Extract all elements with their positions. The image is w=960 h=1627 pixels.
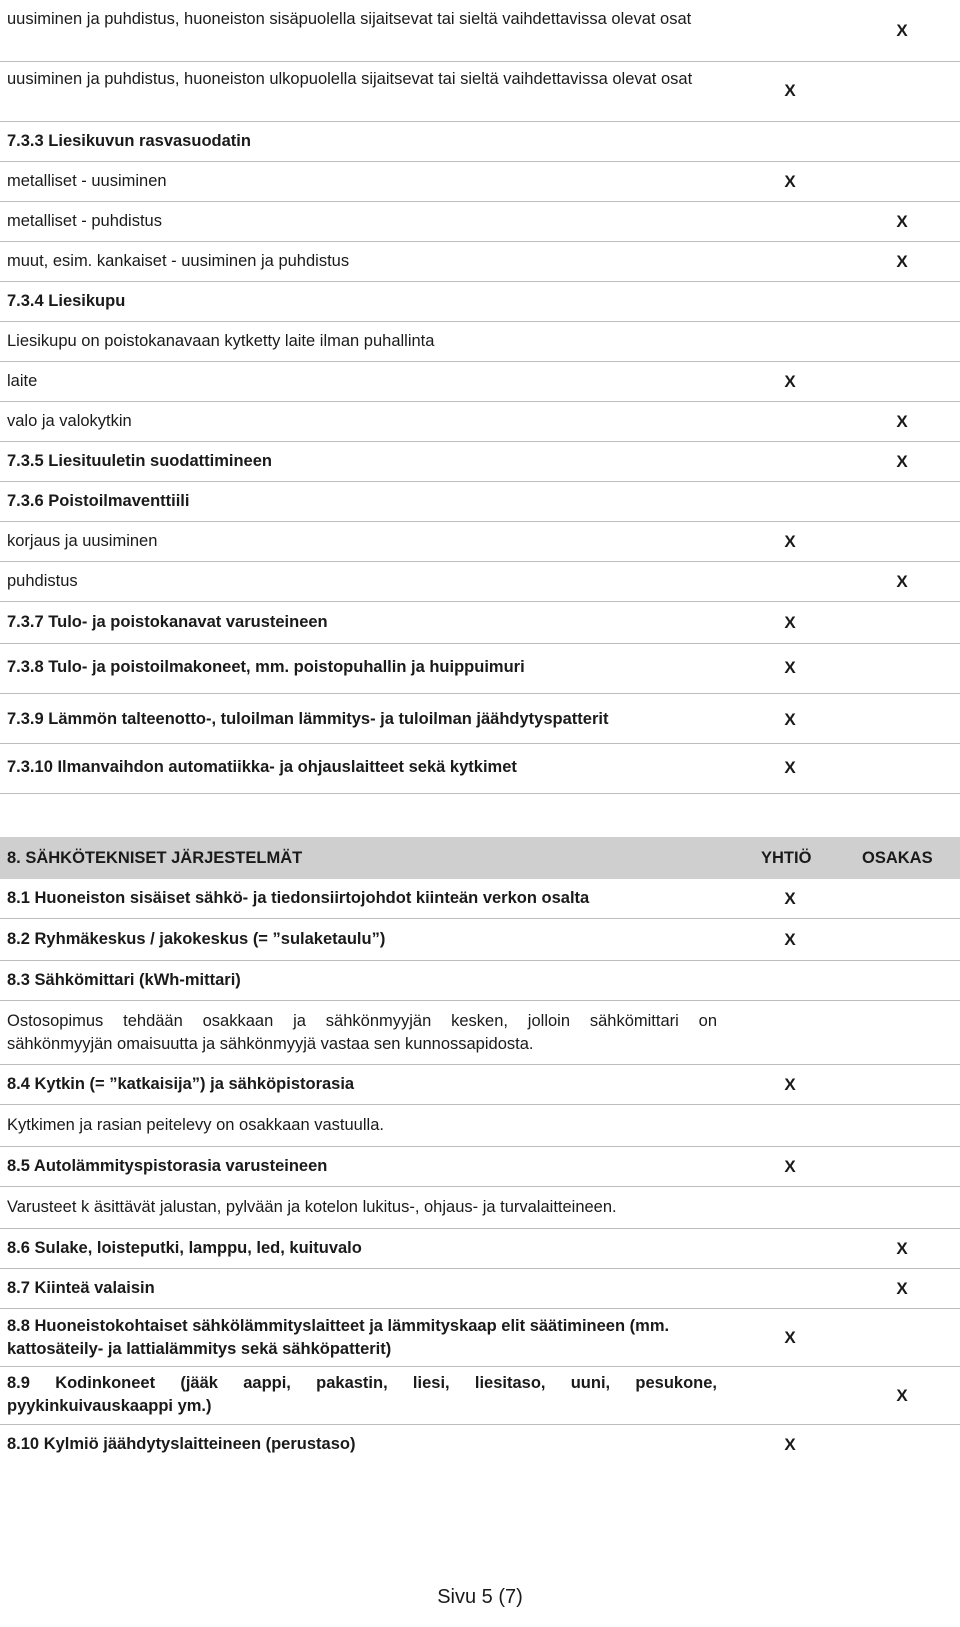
subsection-heading: [7, 1372, 717, 1418]
table-row: [0, 242, 960, 282]
subsection-heading: 7.3.3 Liesikuvun rasvasuodatin: [7, 132, 251, 150]
responsibility-mark-osakas: X: [896, 1279, 908, 1298]
subsection-heading: 8.4 Kytkin (= ”katkaisija”) ja sähköpistorasia: [7, 1075, 355, 1093]
table-row: [0, 442, 960, 482]
table-row: [0, 1001, 960, 1065]
responsibility-mark-osakas: X: [896, 452, 908, 471]
row-text: uusiminen ja puhdistus, huoneiston sisäpuolella sijaitsevat tai sieltä vaihdettavissa olevat osat: [7, 10, 692, 28]
responsibility-mark-yhtio: X: [784, 758, 796, 777]
row-text: Varusteet k äsittävät jalustan, pylvään ja kotelon lukitus-, ohjaus- ja turvalaitteineen.: [7, 1198, 617, 1216]
row-text: metalliset - puhdistus: [7, 212, 162, 230]
table-row: [0, 562, 960, 602]
table-row: [0, 1187, 960, 1229]
responsibility-mark-yhtio: X: [784, 532, 796, 551]
table-row: [0, 1269, 960, 1309]
row-text: Liesikupu on poistokanavaan kytketty laite ilman puhallinta: [7, 332, 435, 350]
responsibility-mark-yhtio: X: [784, 1075, 796, 1094]
row-text: uusiminen ja puhdistus, huoneiston ulkopuolella sijaitsevat tai sieltä vaihdettavissa olevat osat: [7, 70, 693, 88]
table-row: [0, 644, 960, 694]
table-row: [0, 879, 960, 919]
responsibility-mark-yhtio: X: [784, 889, 796, 908]
subsection-heading: 7.3.8 Tulo- ja poistoilmakoneet, mm. poistopuhallin ja huippuimuri: [7, 658, 525, 676]
page-number: Sivu 5 (7): [437, 1586, 523, 1608]
section-header: [0, 837, 960, 879]
table-row: [0, 1105, 960, 1147]
subsection-heading: 7.3.4 Liesikupu: [7, 292, 126, 310]
table-row: [0, 62, 960, 122]
row-text: Kytkimen ja rasian peitelevy on osakkaan vastuulla.: [7, 1116, 384, 1134]
table-row: [0, 522, 960, 562]
row-text-line: 8.8 Huoneistokohtaiset sähkölämmityslaitteet ja lämmityskaap elit säätimineen (mm.: [7, 1317, 670, 1335]
row-text-line: 8.9 Kodinkoneet (jääk aappi, pakastin, liesi, liesitaso, uuni, pesukone,: [7, 1374, 717, 1392]
table-row: [0, 919, 960, 961]
row-text-line: pyykinkuivauskaappi ym.): [7, 1397, 212, 1415]
table-row: [0, 482, 960, 522]
responsibility-mark-yhtio: X: [784, 1157, 796, 1176]
responsibility-mark-osakas: X: [896, 1386, 908, 1405]
responsibility-mark-yhtio: X: [784, 172, 796, 191]
responsibility-mark-yhtio: X: [784, 613, 796, 632]
subsection-heading: 7.3.10 Ilmanvaihdon automatiikka- ja ohjauslaitteet sekä kytkimet: [7, 758, 517, 776]
row-text: laite: [7, 372, 38, 390]
table-row: [0, 0, 960, 62]
table-row: [0, 322, 960, 362]
table-row: [0, 402, 960, 442]
table-row: [0, 602, 960, 644]
responsibility-mark-osakas: X: [896, 21, 908, 40]
table-row: [0, 282, 960, 322]
responsibility-mark-yhtio: X: [784, 658, 796, 677]
row-text-line: kattosäteily- ja lattialämmitys sekä sähköpatterit): [7, 1340, 392, 1358]
table-row: [0, 1147, 960, 1187]
subsection-heading: 8.5 Autolämmityspistorasia varusteineen: [7, 1157, 328, 1175]
table-row: [0, 694, 960, 744]
responsibility-mark-yhtio: X: [784, 710, 796, 729]
responsibility-mark-osakas: X: [896, 572, 908, 591]
column-header-osakas: OSAKAS: [862, 849, 933, 867]
responsibility-mark-yhtio: X: [784, 81, 796, 100]
subsection-heading: 7.3.6 Poistoilmaventtiili: [7, 492, 190, 510]
table-row: [0, 1309, 960, 1367]
subsection-heading: [7, 1315, 717, 1361]
row-text: korjaus ja uusiminen: [7, 532, 158, 550]
table-row: [0, 961, 960, 1001]
table-row: [0, 744, 960, 794]
responsibility-mark-yhtio: X: [784, 372, 796, 391]
subsection-heading: 7.3.5 Liesituuletin suodattimineen: [7, 452, 272, 470]
row-text: [7, 1010, 717, 1056]
row-text: metalliset - uusiminen: [7, 172, 167, 190]
column-header-yhtio: YHTIÖ: [761, 849, 812, 867]
table-row: [0, 362, 960, 402]
responsibility-mark-yhtio: X: [784, 930, 796, 949]
responsibility-mark-yhtio: X: [784, 1435, 796, 1454]
subsection-heading: 8.2 Ryhmäkeskus / jakokeskus (= ”sulaketaulu”): [7, 930, 386, 948]
subsection-heading: 8.6 Sulake, loisteputki, lamppu, led, kuituvalo: [7, 1239, 362, 1257]
subsection-heading: 8.10 Kylmiö jäähdytyslaitteineen (perustaso): [7, 1435, 356, 1453]
row-text: valo ja valokytkin: [7, 412, 132, 430]
table-row: [0, 1229, 960, 1269]
responsibility-mark-osakas: X: [896, 1239, 908, 1258]
table-row: [0, 1065, 960, 1105]
table-row: [0, 162, 960, 202]
table-row: [0, 202, 960, 242]
row-text: puhdistus: [7, 572, 78, 590]
subsection-heading: 8.7 Kiinteä valaisin: [7, 1279, 155, 1297]
section-title: 8. SÄHKÖTEKNISET JÄRJESTELMÄT: [7, 849, 303, 867]
responsibility-mark-yhtio: X: [784, 1328, 796, 1347]
responsibility-mark-osakas: X: [896, 212, 908, 231]
subsection-heading: 7.3.9 Lämmön talteenotto-, tuloilman lämmitys- ja tuloilman jäähdytyspatterit: [7, 710, 609, 728]
subsection-heading: 7.3.7 Tulo- ja poistokanavat varusteineen: [7, 613, 328, 631]
table-row: [0, 1367, 960, 1425]
row-text: muut, esim. kankaiset - uusiminen ja puhdistus: [7, 252, 350, 270]
responsibility-mark-osakas: X: [896, 412, 908, 431]
row-text-line: sähkönmyyjän omaisuutta ja sähkönmyyjä vastaa sen kunnossapidosta.: [7, 1035, 534, 1053]
subsection-heading: 8.3 Sähkömittari (kWh-mittari): [7, 971, 241, 989]
row-text-line: Ostosopimus tehdään osakkaan ja sähkönmyyjän kesken, jolloin sähkömittari on: [7, 1012, 717, 1030]
table-row: [0, 1425, 960, 1465]
responsibility-mark-osakas: X: [896, 252, 908, 271]
table-row: [0, 122, 960, 162]
subsection-heading: 8.1 Huoneiston sisäiset sähkö- ja tiedonsiirtojohdot kiinteän verkon osalta: [7, 889, 590, 907]
